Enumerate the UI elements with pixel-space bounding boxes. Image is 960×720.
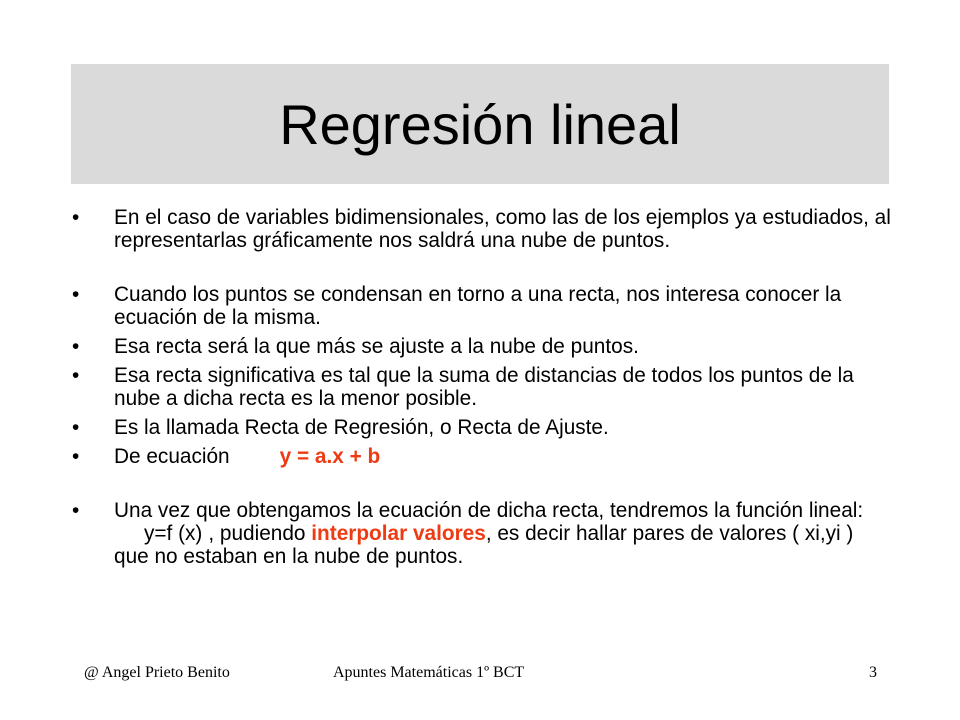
bullet-dot: • — [72, 206, 80, 229]
footer-author: @ Angel Prieto Benito — [84, 664, 230, 681]
bullet-text: Esa recta será la que más se ajuste a la nube de puntos. — [114, 335, 639, 358]
bullet-text: Una vez que obtengamos la ecuación de dicha recta, tendremos la función lineal: — [114, 499, 864, 522]
bullet-item — [72, 416, 892, 439]
bullet-item — [72, 445, 892, 468]
bullet-text: , es decir hallar pares de valores ( xi,yi ) que no estaban en la nube de puntos. — [114, 522, 854, 568]
bullet-item — [72, 335, 892, 358]
bullet-item — [72, 364, 892, 410]
bullet-text: En el caso de variables bidimensionales, como las de los ejemplos ya estudiados, al representarlas gráficamente nos saldrá una nube de puntos. — [114, 206, 891, 252]
footer-course: Apuntes Matemáticas 1º BCT — [333, 664, 525, 681]
regression-equation: y = a.x + b — [279, 445, 381, 468]
bullet-dot: • — [72, 364, 80, 387]
title-band — [71, 64, 889, 184]
footer-page-number: 3 — [869, 664, 877, 681]
interpolate-highlight: interpolar valores — [311, 522, 486, 545]
bullet-list — [72, 206, 892, 568]
slide-title: Regresión lineal — [279, 92, 681, 156]
bullet-item — [72, 283, 892, 329]
bullet-text: Cuando los puntos se condensan en torno a una recta, nos interesa conocer la ecuación de la misma. — [114, 283, 842, 329]
bullet-text: Esa recta significativa es tal que la suma de distancias de todos los puntos de la nube a dicha recta es la menor posible. — [114, 364, 854, 410]
equation-prefix: De ecuación — [114, 445, 230, 468]
bullet-dot: • — [72, 416, 80, 439]
bullet-dot: • — [72, 445, 80, 468]
bullet-dot: • — [72, 499, 80, 522]
bullet-dot: • — [72, 335, 80, 358]
bullet-item — [72, 206, 892, 252]
bullet-item — [72, 499, 892, 568]
function-text: y=f (x) — [144, 522, 203, 545]
bullet-dot: • — [72, 283, 80, 306]
bullet-text: Es la llamada Recta de Regresión, o Recta de Ajuste. — [114, 416, 609, 439]
bullet-text: , pudiendo — [208, 522, 306, 545]
